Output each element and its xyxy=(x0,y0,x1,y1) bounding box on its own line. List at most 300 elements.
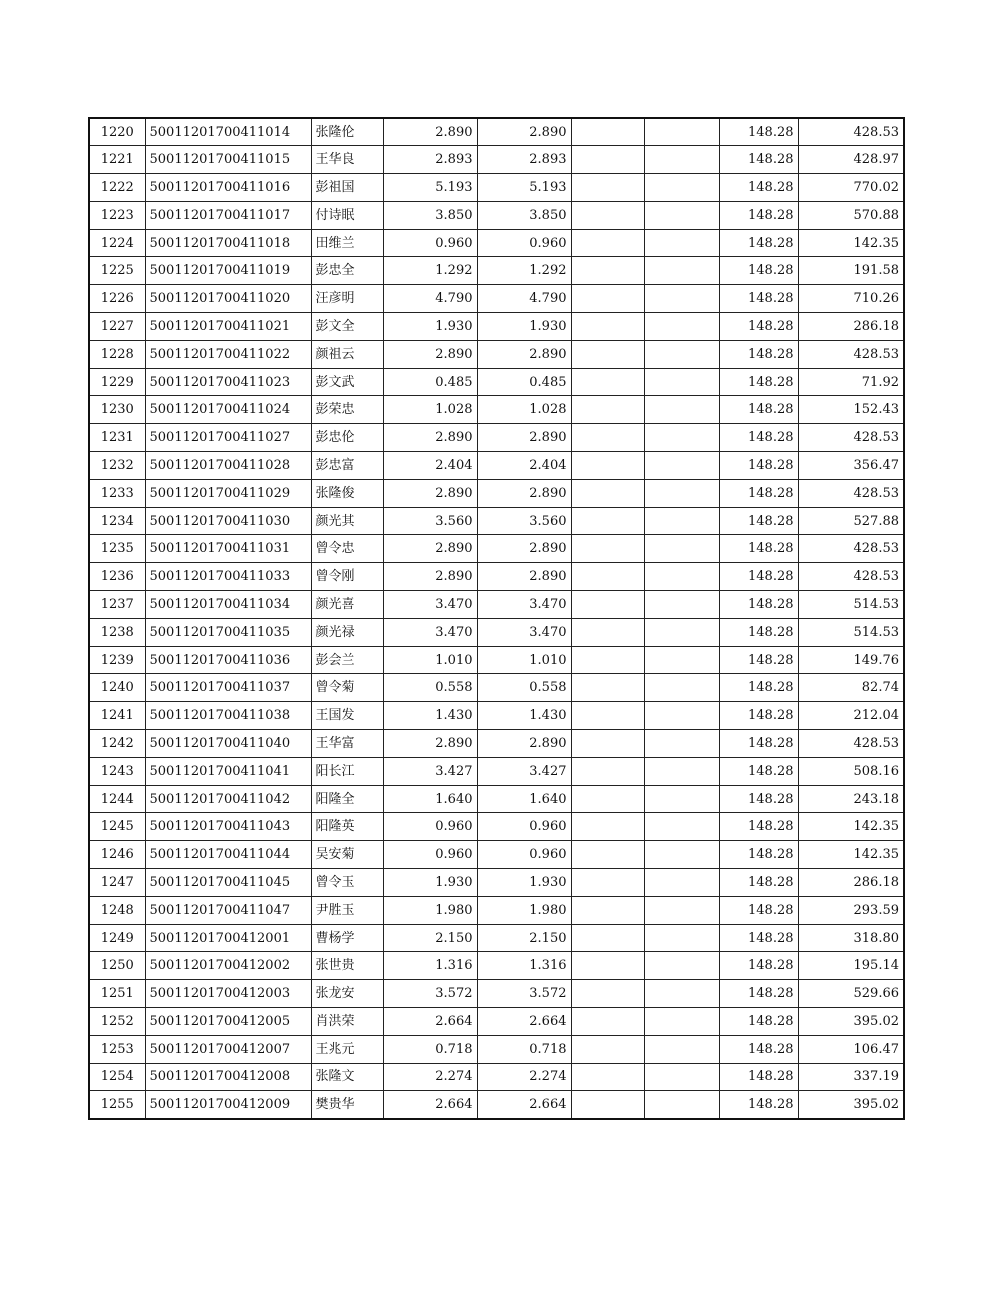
blank-cell xyxy=(644,174,719,202)
household-code-cell: 50011201700411031 xyxy=(145,535,311,563)
amount-cell: 710.26 xyxy=(798,285,904,313)
table-row xyxy=(89,507,904,535)
person-name-cell: 阳隆全 xyxy=(311,785,383,813)
household-code-cell: 50011201700411023 xyxy=(145,368,311,396)
unit-rate-cell: 148.28 xyxy=(719,896,798,924)
person-name-cell: 彭文武 xyxy=(311,368,383,396)
person-name-cell: 汪彦明 xyxy=(311,285,383,313)
row-number-cell: 1225 xyxy=(89,257,145,285)
person-name-cell: 曾令忠 xyxy=(311,535,383,563)
person-name-cell: 彭忠伦 xyxy=(311,424,383,452)
unit-rate-cell: 148.28 xyxy=(719,396,798,424)
blank-cell xyxy=(644,757,719,785)
blank-cell xyxy=(571,118,644,146)
amount-cell: 106.47 xyxy=(798,1035,904,1063)
amount-cell: 356.47 xyxy=(798,452,904,480)
unit-rate-cell: 148.28 xyxy=(719,869,798,897)
household-code-cell: 50011201700411037 xyxy=(145,674,311,702)
area-value-cell: 2.404 xyxy=(383,452,477,480)
blank-cell xyxy=(644,980,719,1008)
area-value-cell: 2.890 xyxy=(383,730,477,758)
household-code-cell: 50011201700411034 xyxy=(145,591,311,619)
row-number-cell: 1245 xyxy=(89,813,145,841)
blank-cell xyxy=(644,1091,719,1119)
blank-cell xyxy=(571,146,644,174)
unit-rate-cell: 148.28 xyxy=(719,174,798,202)
unit-rate-cell: 148.28 xyxy=(719,730,798,758)
amount-cell: 318.80 xyxy=(798,924,904,952)
table-row xyxy=(89,396,904,424)
blank-cell xyxy=(644,952,719,980)
row-number-cell: 1244 xyxy=(89,785,145,813)
person-name-cell: 王华良 xyxy=(311,146,383,174)
table-row xyxy=(89,118,904,146)
table-row xyxy=(89,535,904,563)
person-name-cell: 颜光其 xyxy=(311,507,383,535)
blank-cell xyxy=(644,869,719,897)
table-row xyxy=(89,1035,904,1063)
person-name-cell: 王国发 xyxy=(311,702,383,730)
person-name-cell: 张隆俊 xyxy=(311,479,383,507)
area-confirmed-cell: 3.572 xyxy=(477,980,571,1008)
blank-cell xyxy=(571,841,644,869)
blank-cell xyxy=(571,730,644,758)
unit-rate-cell: 148.28 xyxy=(719,1008,798,1036)
blank-cell xyxy=(571,201,644,229)
area-confirmed-cell: 1.430 xyxy=(477,702,571,730)
household-code-cell: 50011201700411021 xyxy=(145,313,311,341)
row-number-cell: 1249 xyxy=(89,924,145,952)
table-row xyxy=(89,980,904,1008)
area-value-cell: 3.470 xyxy=(383,618,477,646)
area-value-cell: 1.028 xyxy=(383,396,477,424)
blank-cell xyxy=(644,201,719,229)
table-row xyxy=(89,201,904,229)
area-confirmed-cell: 3.850 xyxy=(477,201,571,229)
blank-cell xyxy=(571,507,644,535)
amount-cell: 142.35 xyxy=(798,813,904,841)
unit-rate-cell: 148.28 xyxy=(719,563,798,591)
area-value-cell: 0.558 xyxy=(383,674,477,702)
blank-cell xyxy=(644,924,719,952)
unit-rate-cell: 148.28 xyxy=(719,257,798,285)
blank-cell xyxy=(571,674,644,702)
area-value-cell: 1.930 xyxy=(383,313,477,341)
area-value-cell: 2.890 xyxy=(383,118,477,146)
person-name-cell: 颜祖云 xyxy=(311,340,383,368)
unit-rate-cell: 148.28 xyxy=(719,1035,798,1063)
blank-cell xyxy=(571,1035,644,1063)
table-row xyxy=(89,730,904,758)
unit-rate-cell: 148.28 xyxy=(719,813,798,841)
amount-cell: 770.02 xyxy=(798,174,904,202)
area-confirmed-cell: 2.890 xyxy=(477,535,571,563)
amount-cell: 82.74 xyxy=(798,674,904,702)
household-code-cell: 50011201700411036 xyxy=(145,646,311,674)
blank-cell xyxy=(571,535,644,563)
blank-cell xyxy=(644,813,719,841)
blank-cell xyxy=(571,869,644,897)
row-number-cell: 1232 xyxy=(89,452,145,480)
row-number-cell: 1230 xyxy=(89,396,145,424)
person-name-cell: 王华富 xyxy=(311,730,383,758)
blank-cell xyxy=(571,257,644,285)
row-number-cell: 1251 xyxy=(89,980,145,1008)
household-code-cell: 50011201700411014 xyxy=(145,118,311,146)
area-confirmed-cell: 2.890 xyxy=(477,424,571,452)
unit-rate-cell: 148.28 xyxy=(719,1091,798,1119)
area-confirmed-cell: 3.427 xyxy=(477,757,571,785)
person-name-cell: 张世贵 xyxy=(311,952,383,980)
table-row xyxy=(89,313,904,341)
household-code-cell: 50011201700411040 xyxy=(145,730,311,758)
amount-cell: 142.35 xyxy=(798,841,904,869)
blank-cell xyxy=(571,1008,644,1036)
amount-cell: 142.35 xyxy=(798,229,904,257)
person-name-cell: 彭忠富 xyxy=(311,452,383,480)
blank-cell xyxy=(571,591,644,619)
row-number-cell: 1247 xyxy=(89,869,145,897)
table-row xyxy=(89,896,904,924)
area-value-cell: 2.274 xyxy=(383,1063,477,1091)
amount-cell: 428.97 xyxy=(798,146,904,174)
area-confirmed-cell: 0.960 xyxy=(477,813,571,841)
amount-cell: 570.88 xyxy=(798,201,904,229)
blank-cell xyxy=(644,118,719,146)
area-value-cell: 3.560 xyxy=(383,507,477,535)
area-confirmed-cell: 1.028 xyxy=(477,396,571,424)
unit-rate-cell: 148.28 xyxy=(719,841,798,869)
unit-rate-cell: 148.28 xyxy=(719,591,798,619)
area-confirmed-cell: 2.404 xyxy=(477,452,571,480)
household-code-cell: 50011201700411028 xyxy=(145,452,311,480)
table-row xyxy=(89,285,904,313)
table-row xyxy=(89,813,904,841)
blank-cell xyxy=(644,1063,719,1091)
blank-cell xyxy=(644,618,719,646)
row-number-cell: 1220 xyxy=(89,118,145,146)
area-confirmed-cell: 1.640 xyxy=(477,785,571,813)
unit-rate-cell: 148.28 xyxy=(719,507,798,535)
table-row xyxy=(89,479,904,507)
unit-rate-cell: 148.28 xyxy=(719,313,798,341)
table-row xyxy=(89,563,904,591)
blank-cell xyxy=(571,563,644,591)
blank-cell xyxy=(644,702,719,730)
ledger-table xyxy=(88,117,905,1120)
person-name-cell: 曾令刚 xyxy=(311,563,383,591)
row-number-cell: 1228 xyxy=(89,340,145,368)
area-confirmed-cell: 1.316 xyxy=(477,952,571,980)
blank-cell xyxy=(644,730,719,758)
table-row xyxy=(89,146,904,174)
row-number-cell: 1243 xyxy=(89,757,145,785)
household-code-cell: 50011201700412007 xyxy=(145,1035,311,1063)
person-name-cell: 阳隆英 xyxy=(311,813,383,841)
unit-rate-cell: 148.28 xyxy=(719,618,798,646)
area-confirmed-cell: 3.470 xyxy=(477,591,571,619)
table-row xyxy=(89,924,904,952)
blank-cell xyxy=(571,340,644,368)
blank-cell xyxy=(571,980,644,1008)
amount-cell: 191.58 xyxy=(798,257,904,285)
area-value-cell: 1.010 xyxy=(383,646,477,674)
unit-rate-cell: 148.28 xyxy=(719,201,798,229)
person-name-cell: 颜光喜 xyxy=(311,591,383,619)
row-number-cell: 1255 xyxy=(89,1091,145,1119)
row-number-cell: 1241 xyxy=(89,702,145,730)
household-code-cell: 50011201700411042 xyxy=(145,785,311,813)
area-value-cell: 5.193 xyxy=(383,174,477,202)
row-number-cell: 1248 xyxy=(89,896,145,924)
area-value-cell: 0.485 xyxy=(383,368,477,396)
row-number-cell: 1252 xyxy=(89,1008,145,1036)
household-code-cell: 50011201700411038 xyxy=(145,702,311,730)
area-value-cell: 2.890 xyxy=(383,563,477,591)
area-confirmed-cell: 1.930 xyxy=(477,869,571,897)
blank-cell xyxy=(644,841,719,869)
person-name-cell: 张隆伦 xyxy=(311,118,383,146)
row-number-cell: 1223 xyxy=(89,201,145,229)
blank-cell xyxy=(644,368,719,396)
area-value-cell: 2.893 xyxy=(383,146,477,174)
blank-cell xyxy=(571,1063,644,1091)
amount-cell: 428.53 xyxy=(798,340,904,368)
area-value-cell: 3.470 xyxy=(383,591,477,619)
table-row xyxy=(89,785,904,813)
blank-cell xyxy=(571,813,644,841)
household-code-cell: 50011201700411022 xyxy=(145,340,311,368)
household-code-cell: 50011201700412002 xyxy=(145,952,311,980)
blank-cell xyxy=(571,646,644,674)
row-number-cell: 1234 xyxy=(89,507,145,535)
area-value-cell: 3.572 xyxy=(383,980,477,1008)
unit-rate-cell: 148.28 xyxy=(719,980,798,1008)
person-name-cell: 樊贵华 xyxy=(311,1091,383,1119)
household-code-cell: 50011201700412001 xyxy=(145,924,311,952)
area-confirmed-cell: 2.664 xyxy=(477,1091,571,1119)
person-name-cell: 彭荣忠 xyxy=(311,396,383,424)
table-row xyxy=(89,952,904,980)
area-value-cell: 2.664 xyxy=(383,1008,477,1036)
area-value-cell: 3.427 xyxy=(383,757,477,785)
person-name-cell: 彭祖国 xyxy=(311,174,383,202)
blank-cell xyxy=(571,174,644,202)
blank-cell xyxy=(644,424,719,452)
unit-rate-cell: 148.28 xyxy=(719,757,798,785)
household-code-cell: 50011201700412009 xyxy=(145,1091,311,1119)
blank-cell xyxy=(644,452,719,480)
row-number-cell: 1233 xyxy=(89,479,145,507)
row-number-cell: 1239 xyxy=(89,646,145,674)
household-code-cell: 50011201700411016 xyxy=(145,174,311,202)
area-confirmed-cell: 0.960 xyxy=(477,841,571,869)
household-code-cell: 50011201700412008 xyxy=(145,1063,311,1091)
blank-cell xyxy=(571,396,644,424)
row-number-cell: 1226 xyxy=(89,285,145,313)
household-code-cell: 50011201700411044 xyxy=(145,841,311,869)
person-name-cell: 王兆元 xyxy=(311,1035,383,1063)
amount-cell: 293.59 xyxy=(798,896,904,924)
area-confirmed-cell: 1.010 xyxy=(477,646,571,674)
amount-cell: 149.76 xyxy=(798,646,904,674)
household-code-cell: 50011201700411015 xyxy=(145,146,311,174)
area-value-cell: 2.890 xyxy=(383,424,477,452)
amount-cell: 286.18 xyxy=(798,313,904,341)
area-value-cell: 1.640 xyxy=(383,785,477,813)
amount-cell: 527.88 xyxy=(798,507,904,535)
row-number-cell: 1224 xyxy=(89,229,145,257)
row-number-cell: 1221 xyxy=(89,146,145,174)
table-row xyxy=(89,591,904,619)
blank-cell xyxy=(644,507,719,535)
area-confirmed-cell: 2.150 xyxy=(477,924,571,952)
person-name-cell: 肖洪荣 xyxy=(311,1008,383,1036)
row-number-cell: 1222 xyxy=(89,174,145,202)
area-confirmed-cell: 2.890 xyxy=(477,479,571,507)
area-confirmed-cell: 2.274 xyxy=(477,1063,571,1091)
household-code-cell: 50011201700411043 xyxy=(145,813,311,841)
area-confirmed-cell: 2.893 xyxy=(477,146,571,174)
row-number-cell: 1246 xyxy=(89,841,145,869)
row-number-cell: 1236 xyxy=(89,563,145,591)
blank-cell xyxy=(644,285,719,313)
row-number-cell: 1253 xyxy=(89,1035,145,1063)
blank-cell xyxy=(644,340,719,368)
area-confirmed-cell: 2.890 xyxy=(477,563,571,591)
blank-cell xyxy=(644,146,719,174)
blank-cell xyxy=(644,646,719,674)
amount-cell: 514.53 xyxy=(798,618,904,646)
area-value-cell: 2.890 xyxy=(383,535,477,563)
amount-cell: 508.16 xyxy=(798,757,904,785)
unit-rate-cell: 148.28 xyxy=(719,229,798,257)
area-confirmed-cell: 0.960 xyxy=(477,229,571,257)
person-name-cell: 吴安菊 xyxy=(311,841,383,869)
blank-cell xyxy=(571,757,644,785)
household-code-cell: 50011201700411019 xyxy=(145,257,311,285)
row-number-cell: 1235 xyxy=(89,535,145,563)
person-name-cell: 田维兰 xyxy=(311,229,383,257)
row-number-cell: 1240 xyxy=(89,674,145,702)
unit-rate-cell: 148.28 xyxy=(719,452,798,480)
area-value-cell: 0.960 xyxy=(383,813,477,841)
blank-cell xyxy=(571,896,644,924)
area-confirmed-cell: 3.560 xyxy=(477,507,571,535)
area-value-cell: 0.718 xyxy=(383,1035,477,1063)
blank-cell xyxy=(571,618,644,646)
household-code-cell: 50011201700411045 xyxy=(145,869,311,897)
blank-cell xyxy=(571,1091,644,1119)
blank-cell xyxy=(644,785,719,813)
household-code-cell: 50011201700411027 xyxy=(145,424,311,452)
area-confirmed-cell: 0.485 xyxy=(477,368,571,396)
table-row xyxy=(89,1063,904,1091)
unit-rate-cell: 148.28 xyxy=(719,535,798,563)
amount-cell: 529.66 xyxy=(798,980,904,1008)
table-row xyxy=(89,1008,904,1036)
household-code-cell: 50011201700411041 xyxy=(145,757,311,785)
person-name-cell: 彭文全 xyxy=(311,313,383,341)
area-confirmed-cell: 1.930 xyxy=(477,313,571,341)
unit-rate-cell: 148.28 xyxy=(719,118,798,146)
blank-cell xyxy=(644,1035,719,1063)
blank-cell xyxy=(571,924,644,952)
household-code-cell: 50011201700411029 xyxy=(145,479,311,507)
area-confirmed-cell: 0.558 xyxy=(477,674,571,702)
unit-rate-cell: 148.28 xyxy=(719,646,798,674)
table-row xyxy=(89,757,904,785)
blank-cell xyxy=(571,368,644,396)
table-row xyxy=(89,452,904,480)
amount-cell: 428.53 xyxy=(798,118,904,146)
blank-cell xyxy=(644,1008,719,1036)
row-number-cell: 1254 xyxy=(89,1063,145,1091)
blank-cell xyxy=(571,229,644,257)
amount-cell: 243.18 xyxy=(798,785,904,813)
amount-cell: 212.04 xyxy=(798,702,904,730)
row-number-cell: 1227 xyxy=(89,313,145,341)
area-confirmed-cell: 5.193 xyxy=(477,174,571,202)
table-row xyxy=(89,646,904,674)
blank-cell xyxy=(644,674,719,702)
household-code-cell: 50011201700411030 xyxy=(145,507,311,535)
household-code-cell: 50011201700411020 xyxy=(145,285,311,313)
amount-cell: 71.92 xyxy=(798,368,904,396)
unit-rate-cell: 148.28 xyxy=(719,702,798,730)
unit-rate-cell: 148.28 xyxy=(719,785,798,813)
blank-cell xyxy=(644,479,719,507)
table-row xyxy=(89,257,904,285)
table-row xyxy=(89,1091,904,1119)
area-value-cell: 2.890 xyxy=(383,479,477,507)
blank-cell xyxy=(571,952,644,980)
blank-cell xyxy=(571,785,644,813)
blank-cell xyxy=(644,229,719,257)
area-value-cell: 2.150 xyxy=(383,924,477,952)
amount-cell: 286.18 xyxy=(798,869,904,897)
table-row xyxy=(89,424,904,452)
blank-cell xyxy=(571,452,644,480)
blank-cell xyxy=(571,285,644,313)
amount-cell: 395.02 xyxy=(798,1008,904,1036)
area-value-cell: 2.890 xyxy=(383,340,477,368)
person-name-cell: 张隆文 xyxy=(311,1063,383,1091)
area-value-cell: 2.664 xyxy=(383,1091,477,1119)
ledger-body xyxy=(89,118,904,1119)
amount-cell: 428.53 xyxy=(798,479,904,507)
row-number-cell: 1238 xyxy=(89,618,145,646)
blank-cell xyxy=(571,313,644,341)
area-confirmed-cell: 0.718 xyxy=(477,1035,571,1063)
amount-cell: 428.53 xyxy=(798,535,904,563)
unit-rate-cell: 148.28 xyxy=(719,924,798,952)
table-row xyxy=(89,618,904,646)
blank-cell xyxy=(644,257,719,285)
row-number-cell: 1229 xyxy=(89,368,145,396)
area-value-cell: 1.980 xyxy=(383,896,477,924)
row-number-cell: 1237 xyxy=(89,591,145,619)
person-name-cell: 曾令玉 xyxy=(311,869,383,897)
blank-cell xyxy=(644,396,719,424)
area-confirmed-cell: 2.890 xyxy=(477,118,571,146)
area-confirmed-cell: 1.980 xyxy=(477,896,571,924)
area-value-cell: 1.430 xyxy=(383,702,477,730)
household-code-cell: 50011201700411017 xyxy=(145,201,311,229)
household-code-cell: 50011201700411018 xyxy=(145,229,311,257)
table-row xyxy=(89,368,904,396)
person-name-cell: 曾令菊 xyxy=(311,674,383,702)
